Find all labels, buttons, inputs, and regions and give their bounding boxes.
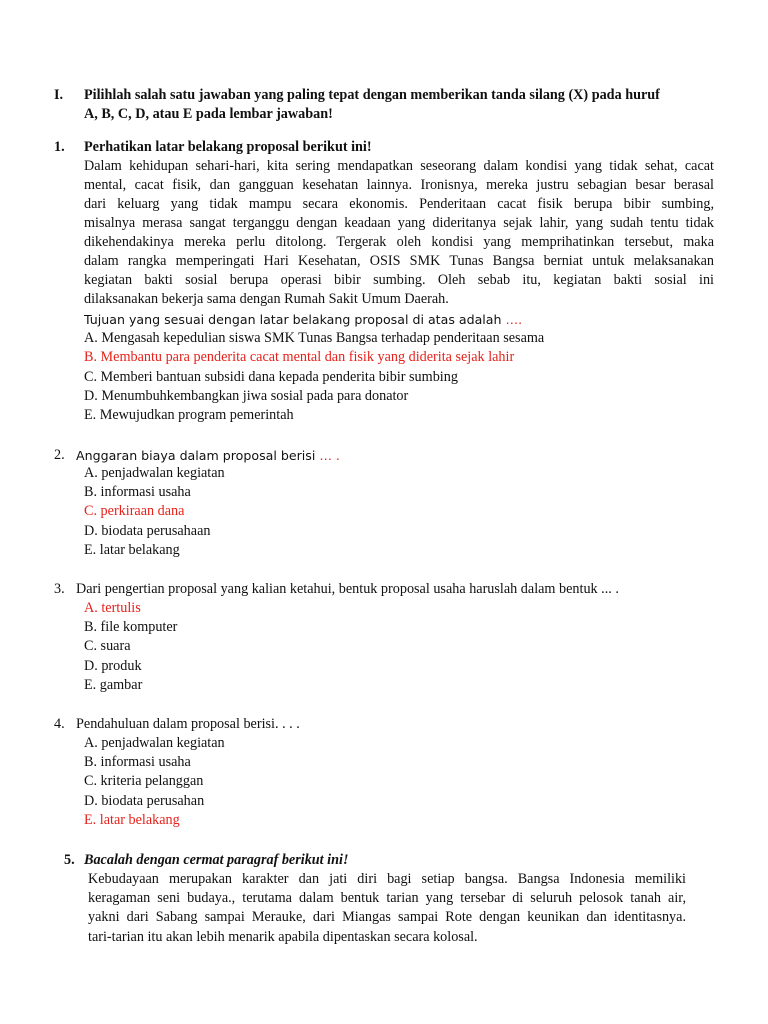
q1-number: 1. (54, 139, 65, 155)
q2-option-a[interactable]: A. penjadwalan kegiatan (84, 465, 225, 481)
q1-paragraph-line: Dalam kehidupan sehari-hari, kita sering mendapatkan seseorang dalam kondisi yang tidak sehat, cacat (84, 158, 714, 174)
instruction-number: I. (54, 87, 64, 103)
q3-option-d[interactable]: D. produk (84, 658, 142, 674)
instruction-text-line-2: A, B, C, D, atau E pada lembar jawaban! (84, 106, 333, 122)
q5-number: 5. (64, 852, 75, 868)
q1-option-b-answer[interactable]: B. Membantu para penderita cacat mental dan fisik yang diderita sejak lahir (84, 349, 515, 365)
q4-option-b[interactable]: B. informasi usaha (84, 754, 191, 770)
q5-paragraph-line: Kebudayaan merupakan karakter dan jati diri bagi setiap bangsa. Bangsa Indonesia memiliki (88, 871, 686, 887)
q4-option-e-answer[interactable]: E. latar belakang (84, 812, 180, 828)
q3-option-b[interactable]: B. file komputer (84, 619, 178, 635)
q2-number: 2. (54, 447, 65, 463)
q1-paragraph-line: mental, cacat fisik, dan gangguan kesehatan lainnya. Ironisnya, mereka justru sebagian besar berasal (84, 177, 714, 193)
q1-question (84, 310, 522, 330)
q3-option-a-answer[interactable]: A. tertulis (84, 600, 141, 616)
q4-number: 4. (54, 716, 65, 732)
q2-option-c-answer[interactable]: C. perkiraan dana (84, 503, 185, 519)
q3-option-c[interactable]: C. suara (84, 638, 131, 654)
q1-question-text: Tujuan yang sesuai dengan latar belakang proposal di atas adalah (84, 312, 502, 327)
q4-option-a[interactable]: A. penjadwalan kegiatan (84, 735, 225, 751)
q1-paragraph-line: dikehendakinya mereka perlu ditolong. Tergerak oleh kondisi yang memprihatinkan tersebut, maka (84, 234, 714, 250)
q4-option-d[interactable]: D. biodata perusahan (84, 793, 205, 809)
q3-question: Dari pengertian proposal yang kalian ketahui, bentuk proposal usaha haruslah dalam bentuk ... . (76, 581, 619, 597)
q1-option-c[interactable]: C. Memberi bantuan subsidi dana kepada penderita bibir sumbing (84, 369, 458, 385)
q2-question-text: Anggaran biaya dalam proposal berisi (76, 448, 316, 463)
q1-paragraph-line: dilaksanakan bekerja sama dengan Rumah Sakit Umum Daerah. (84, 291, 449, 307)
q4-option-c[interactable]: C. kriteria pelanggan (84, 773, 204, 789)
q1-option-a[interactable]: A. Mengasah kepedulian siswa SMK Tunas Bangsa terhadap penderitaan sesama (84, 330, 545, 346)
q1-title: Perhatikan latar belakang proposal berikut ini! (84, 139, 372, 155)
q5-paragraph-line: keragaman seni budaya., terutama dalam bentuk tarian yang tersebar di seluruh pelosok tanah air, (88, 890, 686, 906)
q3-number: 3. (54, 581, 65, 597)
q5-paragraph-line: yakni dari Sabang sampai Merauke, dari Miangas sampai Rote dengan keunikan dan identitasnya. (88, 909, 686, 925)
q5-title: Bacalah dengan cermat paragraf berikut ini! (84, 852, 349, 868)
instruction-text-line-1: Pilihlah salah satu jawaban yang paling tepat dengan memberikan tanda silang (X) pada huruf (84, 87, 660, 103)
q1-option-e[interactable]: E. Mewujudkan program pemerintah (84, 407, 294, 423)
q1-paragraph-line: dalam rangka memperingati Hari Kesehatan, OSIS SMK Tunas Bangsa berniat untuk melaksanakan (84, 253, 714, 269)
q1-paragraph-line: dari keluarg yang tidak mampu secara ekonomis. Penderitaan cacat fisik berupa bibir sumbing, (84, 196, 714, 212)
q4-question: Pendahuluan dalam proposal berisi. . . . (76, 716, 300, 732)
q1-option-d[interactable]: D. Menumbuhkembangkan jiwa sosial pada para donator (84, 388, 409, 404)
q5-paragraph-line: tari-tarian itu akan lebih menarik apabila dipentaskan secara kolosal. (88, 929, 478, 945)
q2-question-dots: … . (315, 448, 340, 463)
q2-option-d[interactable]: D. biodata perusahaan (84, 523, 211, 539)
q2-option-e[interactable]: E. latar belakang (84, 542, 180, 558)
q3-option-e[interactable]: E. gambar (84, 677, 143, 693)
q2-option-b[interactable]: B. informasi usaha (84, 484, 191, 500)
q1-paragraph-line: misalnya merasa sangat terganggu dengan keadaan yang dideritanya sejak lahir, yang sudah tentu tidak (84, 215, 714, 231)
q1-paragraph-line: kegiatan bakti sosial berupa operasi bibir sumbing. Oleh sebab itu, kegiatan bakti sosial ini (84, 272, 714, 288)
q2-question (76, 446, 340, 466)
q1-question-dots: …. (501, 312, 523, 327)
